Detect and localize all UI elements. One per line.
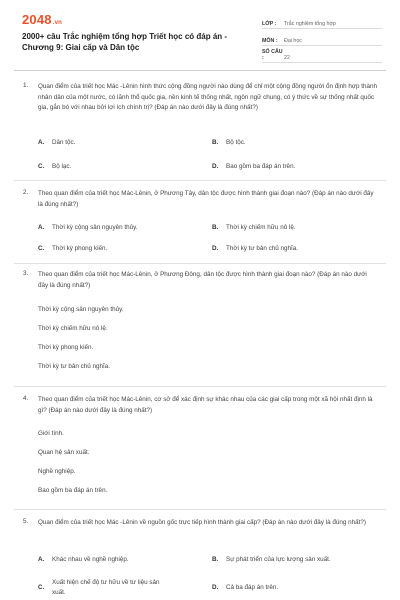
question-divider [14,180,386,181]
question-text: Quan điểm của triết học Mác -Lênin hình thức cộng đồng người nào dùng để chỉ một cộng đồng người ổn định hợp thành nhân dân của một nước, có lãnh thổ quốc gia, nền kinh tế thống nhất, ngôn ngữ chung, có ý thức về sự thống nhất quốc gia, gắn bó với nhau bởi lợi ích chính trị? (Đáp án nào dưới đây là đúng nhất?) [38,83,378,111]
meta-row-count [262,48,382,63]
question-divider [14,263,386,264]
question-text: Theo quan điểm của triết học Mác-Lênin, cơ sở để xác định sự khác nhau của các giai cấp trong một xã hội nhất định là gì? (Đáp án nào dưới đây là đúng nhất?) [38,396,373,414]
meta-row-subject [262,31,382,46]
option-letter: D. [212,163,219,170]
option-letter: C. [38,584,45,591]
answer-item[interactable]: Nghề nghiệp. [38,468,76,475]
option-text: Xuất hiện chế độ tư hữu về tư liệu sản xuất. [52,579,160,596]
answer-item[interactable]: Quan hệ sản xuất. [38,449,90,456]
meta-label: LỚP : [262,21,277,27]
option-letter: A. [38,139,45,146]
worksheet-header [0,0,400,70]
option-letter: D. [212,245,219,252]
option-text: Thời kỳ phong kiến. [52,245,108,252]
question-divider [14,509,386,510]
logo-main: 2048 [22,12,52,27]
question-number: 1. [23,82,29,89]
answer-item[interactable]: Thời kỳ chiếm hữu nô lệ. [38,325,108,332]
option-letter: A. [38,556,45,563]
question-number: 4. [23,395,29,402]
option-letter: C. [38,163,45,170]
site-logo[interactable] [22,12,62,27]
meta-row-class [262,14,382,29]
question-number: 2. [23,189,29,196]
question-divider [14,386,386,387]
meta-table [262,14,382,65]
header-divider [14,70,386,71]
answer-item[interactable]: Giới tính. [38,430,64,437]
answer-item[interactable]: Thời kỳ phong kiến. [38,344,94,351]
option-letter: C. [38,245,45,252]
question-text: Quan điểm của triết học Mác -Lênin về nguồn gốc trực tiếp hình thành giai cấp? (Đáp án nào dưới đây là đúng nhất?) [38,519,366,526]
page-title: 2000+ câu Trắc nghiệm tổng hợp Triết học có đáp án - Chương 9: Giai cấp và Dân tộc [22,32,228,52]
meta-value: Đại học [284,38,302,44]
option-letter: B. [212,139,219,146]
option-letter: B. [212,556,219,563]
option-text: Cả ba đáp án trên. [226,584,279,591]
option-text: Khác nhau về nghề nghiệp. [52,556,129,563]
option-text: Bao gồm ba đáp án trên. [226,163,296,170]
option-text: Bộ tộc. [226,139,246,146]
option-text: Sự phát triển của lực lượng sản xuất. [226,556,331,563]
answer-item[interactable]: Bao gồm ba đáp án trên. [38,487,108,494]
option-letter: B. [212,224,219,231]
question-number: 5. [23,518,29,525]
option-text: Bộ lạc. [52,163,72,170]
answer-item[interactable]: Thời kỳ tư bản chủ nghĩa. [38,363,111,370]
question-text: Theo quan điểm của triết học Mác-Lênin, ở Phương Tây, dân tộc được hình thành giai đoạn nào? (Đáp án nào dưới đây là đúng nhất?) [38,190,374,208]
option-letter: A. [38,224,45,231]
meta-value: Trắc nghiệm tổng hợp [284,21,336,27]
question-number: 3. [23,270,29,277]
question-text: Theo quan điểm của triết học Mác-Lênin, ở Phương Đông, dân tộc được hình thành giai đoạn nào? (Đáp án nào dưới đây là đúng nhất?) [38,271,367,289]
meta-label: MÔN : [262,38,278,44]
option-text: Thời kỳ tư bản chủ nghĩa. [226,245,299,252]
meta-label: SỐ CÂU : [262,49,283,61]
option-text: Dân tộc. [52,139,76,146]
answer-item[interactable]: Thời kỳ cộng sản nguyên thủy. [38,306,124,313]
option-text: Thời kỳ chiếm hữu nô lệ. [226,224,296,231]
logo-sub: .vn [52,20,63,26]
option-letter: D. [212,584,219,591]
meta-value: 22 [284,55,290,61]
option-text: Thời kỳ cộng sản nguyên thủy. [52,224,138,231]
